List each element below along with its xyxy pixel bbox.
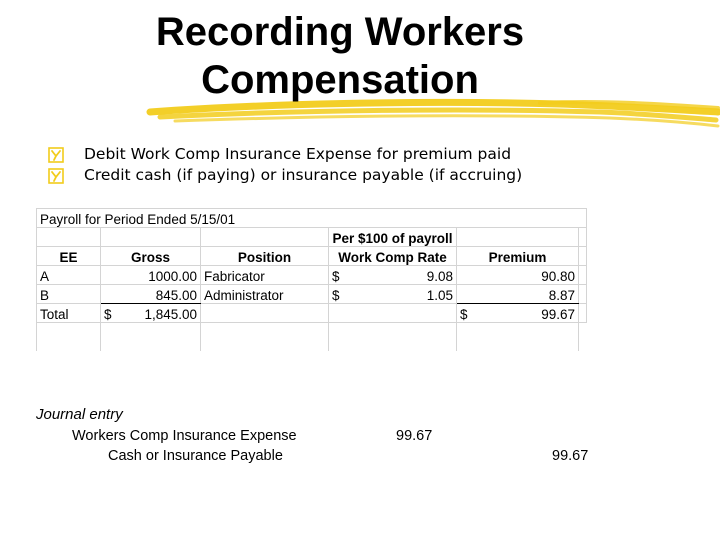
bullet-item — [48, 144, 708, 165]
checkbox-y-icon — [48, 168, 64, 184]
cell-gross: 845.00 — [101, 285, 201, 304]
header-premium: Premium — [457, 247, 579, 266]
cell-gross: 1000.00 — [101, 266, 201, 285]
cell-total-gross: $ 1,845.00 — [101, 304, 201, 323]
journal-entry — [36, 405, 123, 424]
cell-ee: B — [37, 285, 101, 304]
cell-ee: A — [37, 266, 101, 285]
journal-debit-account: Workers Comp Insurance Expense — [72, 428, 297, 444]
journal-title: Journal entry — [36, 406, 123, 423]
header-gross: Gross — [101, 247, 201, 266]
slide-title — [0, 8, 680, 104]
cell-premium: 90.80 — [457, 266, 579, 285]
table-row — [37, 266, 587, 285]
checkbox-y-icon — [48, 147, 64, 163]
title-line-2: Compensation — [201, 58, 479, 102]
table-row — [37, 285, 587, 304]
cell-total-premium: $ 99.67 — [457, 304, 579, 323]
cell-rate: $ 9.08 — [329, 266, 457, 285]
bullet-item — [48, 165, 708, 186]
bullet-text: Debit Work Comp Insurance Expense for premium paid — [84, 145, 512, 163]
cell-rate: $ 1.05 — [329, 285, 457, 304]
header-per-100: Per $100 of payroll — [329, 228, 457, 247]
bullet-list — [48, 144, 708, 186]
table-header-row — [37, 247, 587, 266]
table-row — [37, 228, 587, 247]
cell-position: Administrator — [201, 285, 329, 304]
journal-debit-amount: 99.67 — [396, 428, 433, 444]
cell-position: Fabricator — [201, 266, 329, 285]
header-rate: Work Comp Rate — [329, 247, 457, 266]
title-line-1: Recording Workers — [155, 10, 525, 54]
cell-premium: 8.87 — [457, 285, 579, 304]
sheet-caption: Payroll for Period Ended 5/15/01 — [37, 209, 329, 228]
header-position: Position — [201, 247, 329, 266]
header-ee: EE — [37, 247, 101, 266]
journal-credit-amount: 99.67 — [552, 448, 589, 464]
table-total-row — [37, 304, 587, 323]
cell-total-label: Total — [37, 304, 101, 323]
payroll-spreadsheet — [36, 208, 587, 351]
journal-credit-account: Cash or Insurance Payable — [108, 448, 283, 464]
table-row — [37, 209, 587, 228]
bullet-text: Credit cash (if paying) or insurance payable (if accruing) — [84, 166, 523, 184]
